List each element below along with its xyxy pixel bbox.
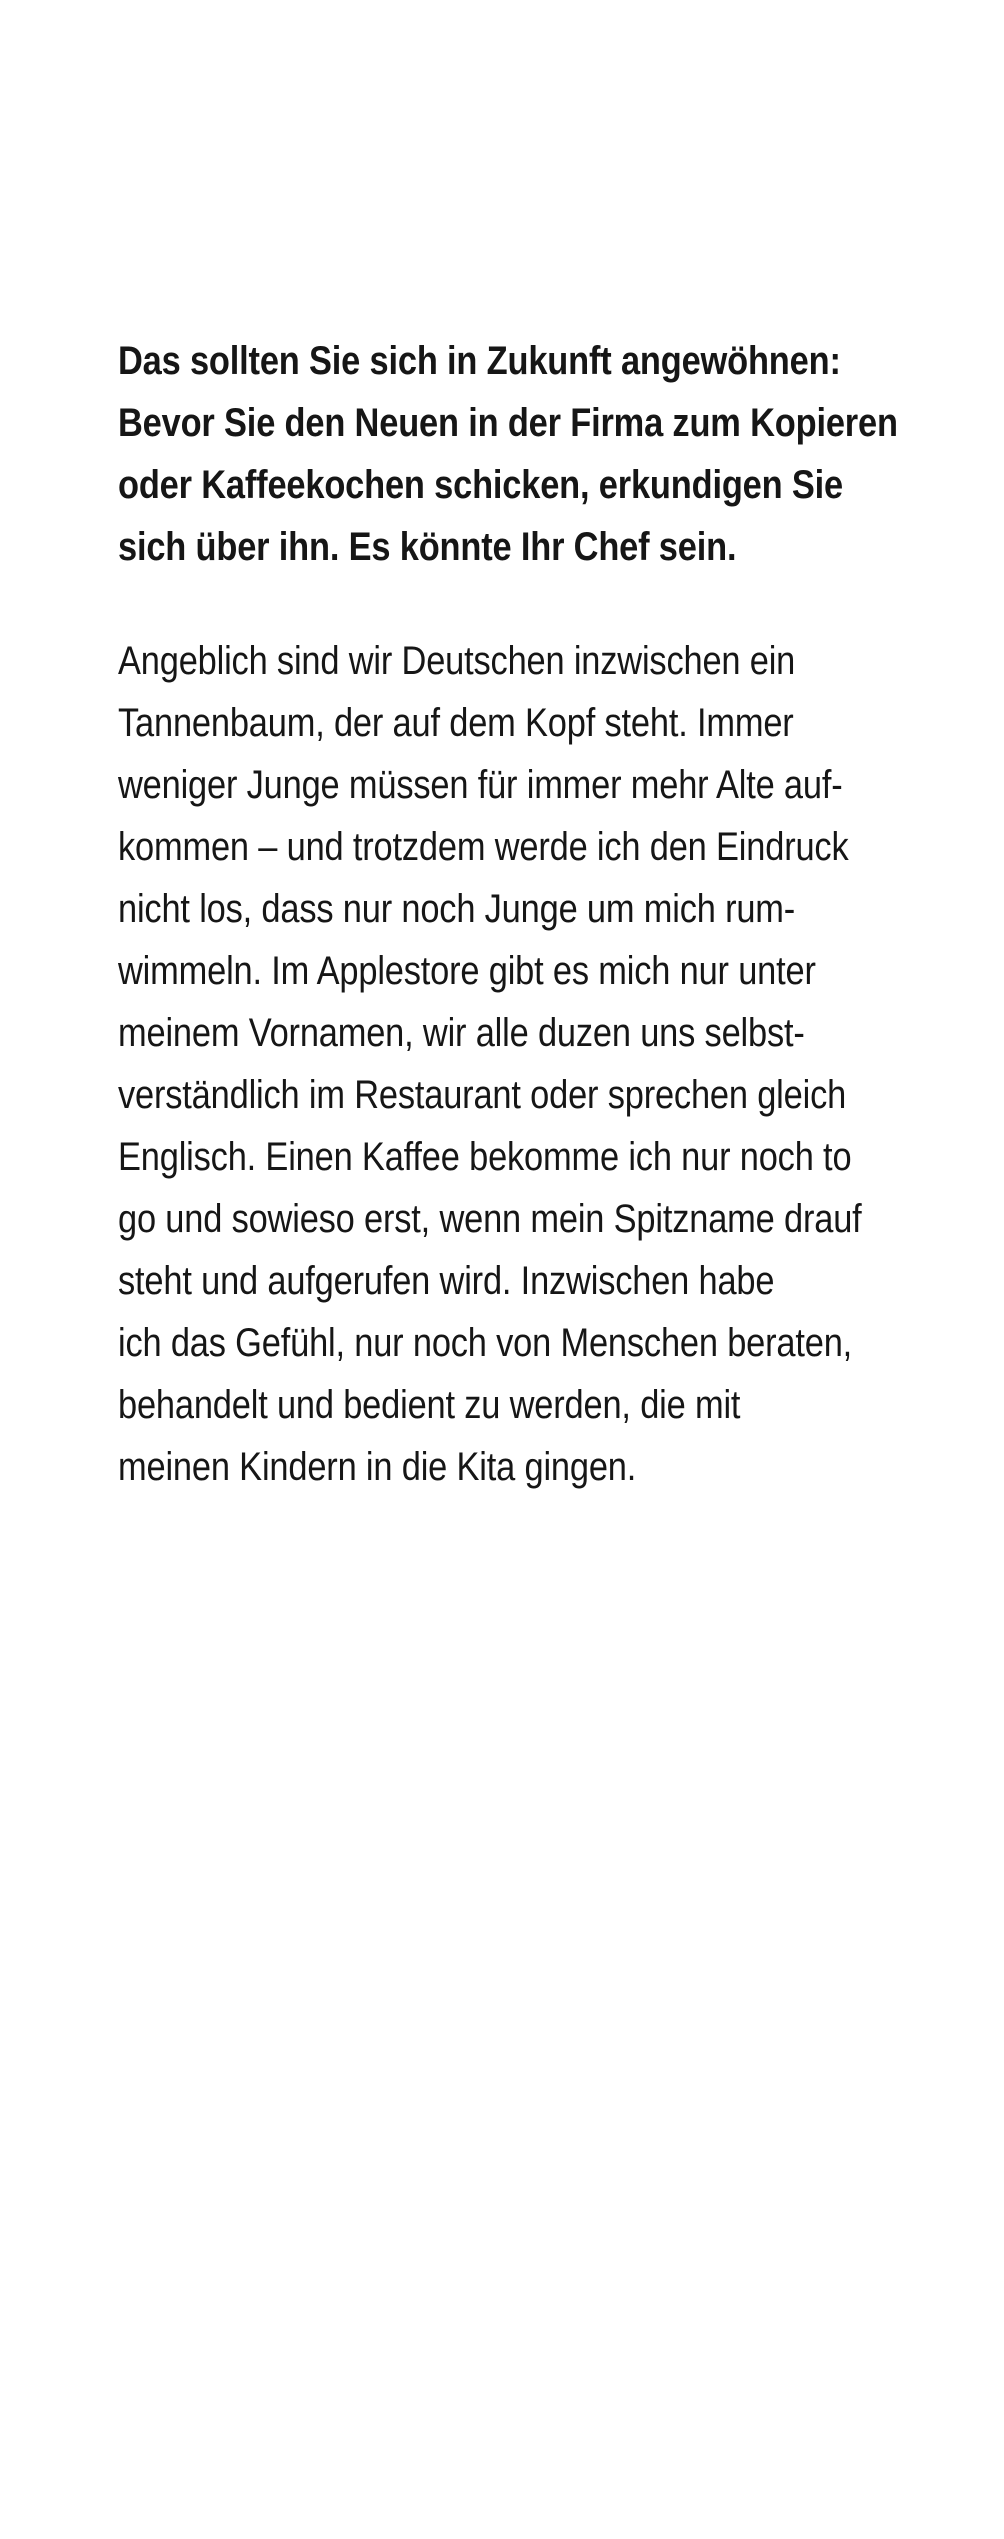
- intro-line: Bevor Sie den Neuen in der Firma zum Kopieren: [118, 401, 898, 445]
- body-paragraph: [118, 630, 862, 1498]
- intro-line: Das sollten Sie sich in Zukunft angewöhnen:: [118, 339, 841, 383]
- body-line: nicht los, dass nur noch Junge um mich rum-: [118, 887, 796, 931]
- intro-line: oder Kaffeekochen schicken, erkundigen Sie: [118, 463, 843, 507]
- body-line: weniger Junge müssen für immer mehr Alte auf-: [118, 763, 843, 807]
- body-line: wimmeln. Im Applestore gibt es mich nur unter: [118, 949, 816, 993]
- intro-line: sich über ihn. Es könnte Ihr Chef sein.: [118, 525, 737, 569]
- body-line: meinen Kindern in die Kita gingen.: [118, 1445, 637, 1489]
- body-line: meinem Vornamen, wir alle duzen uns selbst-: [118, 1011, 805, 1055]
- body-line: kommen – und trotzdem werde ich den Eindruck: [118, 825, 849, 869]
- intro-paragraph: [118, 330, 898, 578]
- body-line: Tannenbaum, der auf dem Kopf steht. Immer: [118, 701, 794, 745]
- body-line: go und sowieso erst, wenn mein Spitzname drauf: [118, 1197, 862, 1241]
- body-line: verständlich im Restaurant oder sprechen gleich: [118, 1073, 847, 1117]
- body-line: Angeblich sind wir Deutschen inzwischen ein: [118, 639, 796, 683]
- body-line: ich das Gefühl, nur noch von Menschen beraten,: [118, 1321, 853, 1365]
- body-line: steht und aufgerufen wird. Inzwischen habe: [118, 1259, 775, 1303]
- body-line: behandelt und bedient zu werden, die mit: [118, 1383, 741, 1427]
- body-line: Englisch. Einen Kaffee bekomme ich nur noch to: [118, 1135, 852, 1179]
